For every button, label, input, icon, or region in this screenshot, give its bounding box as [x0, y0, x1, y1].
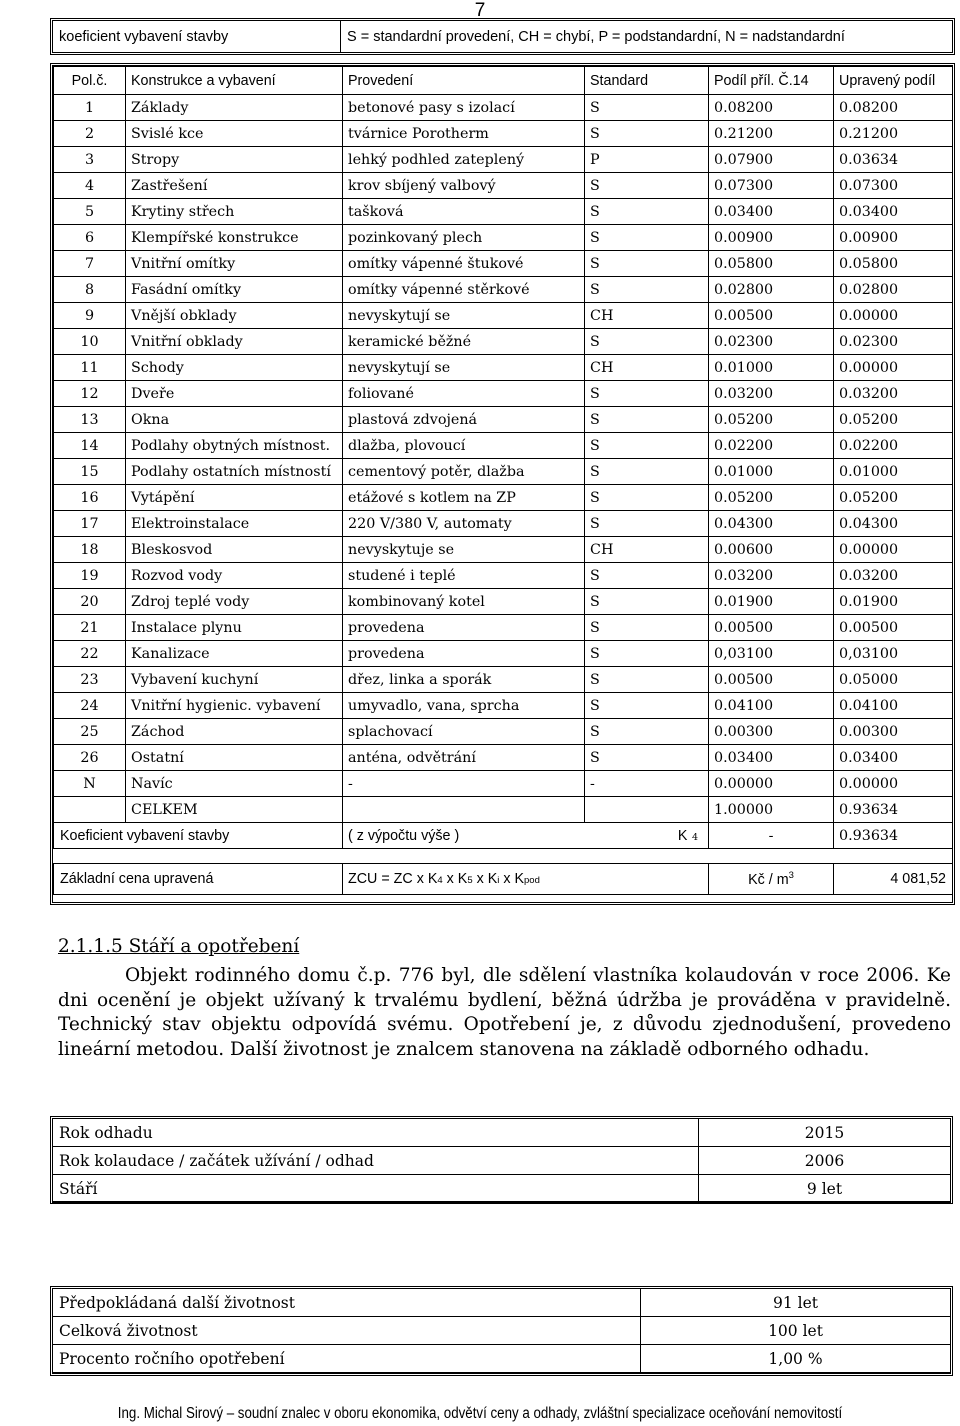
table-cell: 0.05000 [834, 667, 953, 693]
table-cell: Vybavení kuchyní [126, 667, 343, 693]
table-cell: Instalace plynu [126, 615, 343, 641]
unit-sup: 3 [788, 870, 794, 882]
table-row [54, 407, 953, 433]
table-cell: 0.05200 [834, 407, 953, 433]
life-table [52, 1288, 951, 1373]
table-cell: keramické běžné [343, 329, 585, 355]
table-cell: betonové pasy s izolací [343, 95, 585, 121]
table-cell: 4 [54, 173, 126, 199]
table-cell: 0.08200 [834, 95, 953, 121]
equipment-table [53, 66, 953, 895]
table-row [54, 485, 953, 511]
table-cell: 1 [54, 95, 126, 121]
table-cell: Krytiny střech [126, 199, 343, 225]
life-label: Celková životnost [53, 1317, 641, 1345]
table-cell: Vnitřní omítky [126, 251, 343, 277]
life-value: 100 let [641, 1317, 951, 1345]
formula-part: ZCU = ZC x K [348, 871, 438, 887]
base-price-unit [709, 864, 834, 895]
table-cell: plastová zdvojená [343, 407, 585, 433]
table-cell: Základy [126, 95, 343, 121]
table-cell: pozinkovaný plech [343, 225, 585, 251]
table-cell: Okna [126, 407, 343, 433]
formula-part: x K [472, 871, 498, 887]
table-cell: S [585, 95, 709, 121]
table-cell: 0.03400 [834, 745, 953, 771]
table-cell: 0.00000 [834, 303, 953, 329]
table-cell: S [585, 589, 709, 615]
table-cell: foliované [343, 381, 585, 407]
table-cell: 22 [54, 641, 126, 667]
age-label: Rok kolaudace / začátek užívání / odhad [53, 1147, 699, 1175]
table-cell: splachovací [343, 719, 585, 745]
table-row [54, 641, 953, 667]
table-cell: 7 [54, 251, 126, 277]
table-cell: umyvadlo, vana, sprcha [343, 693, 585, 719]
table-cell: provedena [343, 641, 585, 667]
formula-sub: pod [524, 875, 540, 886]
table-cell: 0.05200 [709, 407, 834, 433]
table-cell: Záchod [126, 719, 343, 745]
table-row [54, 459, 953, 485]
coefficient-k [585, 823, 709, 849]
table-cell: 0,03100 [709, 641, 834, 667]
base-price-row [54, 864, 953, 895]
table-cell: Svislé kce [126, 121, 343, 147]
table-row [54, 381, 953, 407]
table-cell: Elektroinstalace [126, 511, 343, 537]
table-cell: Vytápění [126, 485, 343, 511]
table-cell: 0.02200 [709, 433, 834, 459]
table-row [54, 225, 953, 251]
table-cell: dlažba, plovoucí [343, 433, 585, 459]
table-cell: CH [585, 537, 709, 563]
table-cell: 0.05800 [834, 251, 953, 277]
table-cell: S [585, 329, 709, 355]
table-cell: Vnitřní hygienic. vybavení [126, 693, 343, 719]
table-cell: 0.03200 [834, 563, 953, 589]
table-cell: 14 [54, 433, 126, 459]
table-cell: S [585, 173, 709, 199]
table-cell: 0.21200 [709, 121, 834, 147]
table-cell: Navíc [126, 771, 343, 797]
table-cell: 16 [54, 485, 126, 511]
table-row [54, 589, 953, 615]
table-cell: 0.03634 [834, 147, 953, 173]
table-cell: S [585, 563, 709, 589]
table-cell: tašková [343, 199, 585, 225]
spacer-row [54, 849, 953, 864]
table-cell: 0.07900 [709, 147, 834, 173]
table-cell: 15 [54, 459, 126, 485]
table-cell: kombinovaný kotel [343, 589, 585, 615]
table-cell: 0.05200 [834, 485, 953, 511]
table-row [54, 199, 953, 225]
table-cell: S [585, 485, 709, 511]
table-cell: P [585, 147, 709, 173]
table-cell: 220 V/380 V, automaty [343, 511, 585, 537]
table-cell: 0.00000 [834, 355, 953, 381]
table-row [53, 1119, 951, 1147]
table-cell: 0.00000 [834, 537, 953, 563]
table-cell: studené i teplé [343, 563, 585, 589]
table-cell: 0.02300 [709, 329, 834, 355]
table-row [54, 745, 953, 771]
table-cell: 0.00300 [709, 719, 834, 745]
table-cell: omítky vápenné stěrkové [343, 277, 585, 303]
table-row [54, 563, 953, 589]
unit-text: Kč / m [748, 871, 789, 888]
equipment-table-frame [50, 63, 955, 905]
table-cell: Podlahy obytných místnost. [126, 433, 343, 459]
total-upraveny: 0.93634 [834, 797, 953, 823]
table-cell: Stropy [126, 147, 343, 173]
table-cell: S [585, 381, 709, 407]
table-cell: Zdroj teplé vody [126, 589, 343, 615]
table-cell: Zastřešení [126, 173, 343, 199]
table-cell: 12 [54, 381, 126, 407]
table-cell: 13 [54, 407, 126, 433]
table-row [54, 433, 953, 459]
life-label: Předpokládaná další životnost [53, 1289, 641, 1317]
table-cell: S [585, 459, 709, 485]
table-cell: 24 [54, 693, 126, 719]
total-label: CELKEM [126, 797, 343, 823]
age-label: Stáří [53, 1175, 699, 1203]
legend-box [50, 18, 955, 55]
table-row [54, 329, 953, 355]
table-cell: S [585, 615, 709, 641]
table-cell: S [585, 251, 709, 277]
table-cell: 18 [54, 537, 126, 563]
coefficient-dash: - [709, 823, 834, 849]
coefficient-label: Koeficient vybavení stavby [54, 823, 343, 849]
table-cell: 0.07300 [709, 173, 834, 199]
coefficient-k-sub: 4 [691, 831, 698, 843]
table-row [54, 537, 953, 563]
spacer-cell [54, 849, 953, 864]
table-cell: 17 [54, 511, 126, 537]
table-cell: S [585, 225, 709, 251]
table-cell: 0.05800 [709, 251, 834, 277]
table-row [54, 303, 953, 329]
table-row [54, 719, 953, 745]
table-cell: CH [585, 303, 709, 329]
table-cell: S [585, 121, 709, 147]
table-cell: Schody [126, 355, 343, 381]
table-cell: 0.02800 [709, 277, 834, 303]
table-cell: S [585, 433, 709, 459]
age-table [52, 1118, 951, 1203]
table-cell: 0.01900 [834, 589, 953, 615]
table-cell: 6 [54, 225, 126, 251]
header-cell: Provedení [343, 67, 585, 95]
table-cell: 0.00900 [709, 225, 834, 251]
table-cell: 20 [54, 589, 126, 615]
table-row [53, 1317, 951, 1345]
table-cell: Bleskosvod [126, 537, 343, 563]
header-cell: Konstrukce a vybavení [126, 67, 343, 95]
table-cell: 0.01000 [709, 459, 834, 485]
table-row [54, 173, 953, 199]
table-row [54, 511, 953, 537]
table-cell: S [585, 719, 709, 745]
base-price-label: Základní cena upravená [54, 864, 343, 895]
coefficient-row [54, 823, 953, 849]
table-cell: 0.03400 [709, 745, 834, 771]
table-row [53, 1175, 951, 1203]
table-cell: dřez, linka a sporák [343, 667, 585, 693]
table-cell: 0.03200 [709, 563, 834, 589]
table-cell: 0.00000 [834, 771, 953, 797]
table-cell: 0.00500 [709, 667, 834, 693]
table-cell: 0,03100 [834, 641, 953, 667]
table-cell: Kanalizace [126, 641, 343, 667]
formula-sub: 5 [467, 875, 473, 886]
table-row [53, 1345, 951, 1373]
table-cell: etážové s kotlem na ZP [343, 485, 585, 511]
table-cell: 10 [54, 329, 126, 355]
formula-sub: 4 [437, 875, 443, 886]
empty-cell [343, 797, 585, 823]
table-cell: S [585, 511, 709, 537]
table-cell: 0.00300 [834, 719, 953, 745]
table-cell: 0.00500 [834, 615, 953, 641]
table-cell: Podlahy ostatních místností [126, 459, 343, 485]
table-row [54, 667, 953, 693]
table-cell: 0.00000 [709, 771, 834, 797]
table-cell: provedena [343, 615, 585, 641]
table-row [54, 615, 953, 641]
table-cell: 19 [54, 563, 126, 589]
table-cell: krov sbíjený valbový [343, 173, 585, 199]
table-cell: S [585, 667, 709, 693]
table-cell: - [343, 771, 585, 797]
table-cell: 9 [54, 303, 126, 329]
table-cell: Fasádní omítky [126, 277, 343, 303]
table-cell: S [585, 407, 709, 433]
section-title: 2.1.1.5 Stáří a opotřebení [58, 936, 300, 957]
table-row [53, 1289, 951, 1317]
table-cell: nevyskytuje se [343, 537, 585, 563]
life-value: 1,00 % [641, 1345, 951, 1373]
table-row [54, 95, 953, 121]
table-cell: nevyskytují se [343, 303, 585, 329]
table-cell: S [585, 277, 709, 303]
table-row [54, 121, 953, 147]
table-cell: 5 [54, 199, 126, 225]
table-row [53, 1147, 951, 1175]
empty-cell [585, 797, 709, 823]
legend-label: koeficient vybavení stavby [59, 28, 229, 45]
total-row [54, 797, 953, 823]
table-cell: S [585, 693, 709, 719]
table-cell: Klempířské konstrukce [126, 225, 343, 251]
formula-part: x K [442, 871, 468, 887]
age-value: 2006 [699, 1147, 951, 1175]
table-cell: S [585, 745, 709, 771]
table-cell: 0.02200 [834, 433, 953, 459]
table-row [54, 147, 953, 173]
table-row [54, 693, 953, 719]
table-cell: 0.01900 [709, 589, 834, 615]
section-paragraph: Objekt rodinného domu č.p. 776 byl, dle sdělení vlastníka kolaudován v roce 2006. Ke dni ocenění je objekt užívaný k trvalému bydlení, běžná údržba je prováděna v pravidelně. Technický stav objektu odpovídá svému. Opotřebení je, z důvodu zjednodušení, provedeno lineární metodou. Další životnost je znalcem stanovena na základě odborného odhadu. [58, 965, 951, 1060]
page-footer: Ing. Michal Sirový – soudní znalec v oboru ekonomika, odvětví ceny a odhady, zvláštní specializace oceňování nemovitostí [117, 1405, 843, 1422]
life-value: 91 let [641, 1289, 951, 1317]
table-cell: 0.03400 [834, 199, 953, 225]
table-cell: 0.00500 [709, 303, 834, 329]
age-value: 9 let [699, 1175, 951, 1203]
table-cell: 21 [54, 615, 126, 641]
table-cell: 0.03400 [709, 199, 834, 225]
total-podil: 1.00000 [709, 797, 834, 823]
coefficient-calc: ( z výpočtu výše ) [343, 823, 585, 849]
header-cell: Pol.č. [54, 67, 126, 95]
coefficient-value: 0.93634 [834, 823, 953, 849]
table-cell: N [54, 771, 126, 797]
table-cell: S [585, 199, 709, 225]
table-cell: - [585, 771, 709, 797]
page-number: 7 [474, 0, 486, 21]
header-cell: Standard [585, 67, 709, 95]
table-header-row [54, 67, 953, 95]
table-cell: 0.00600 [709, 537, 834, 563]
table-cell: 26 [54, 745, 126, 771]
empty-cell [54, 797, 126, 823]
table-row [54, 277, 953, 303]
table-cell: Ostatní [126, 745, 343, 771]
table-cell: 0.02800 [834, 277, 953, 303]
table-cell: CH [585, 355, 709, 381]
table-cell: 0.21200 [834, 121, 953, 147]
table-cell: tvárnice Porotherm [343, 121, 585, 147]
table-cell: lehký podhled zateplený [343, 147, 585, 173]
table-cell: Rozvod vody [126, 563, 343, 589]
table-cell: 0.04300 [709, 511, 834, 537]
table-cell: anténa, odvětrání [343, 745, 585, 771]
table-cell: 0.01000 [834, 459, 953, 485]
table-row [54, 355, 953, 381]
coefficient-k-letter: K [677, 827, 688, 844]
table-cell: 0.04100 [834, 693, 953, 719]
table-cell: Vnitřní obklady [126, 329, 343, 355]
table-cell: omítky vápenné štukové [343, 251, 585, 277]
table-cell: 0.07300 [834, 173, 953, 199]
base-price-value: 4 081,52 [834, 864, 953, 895]
life-label: Procento ročního opotřebení [53, 1345, 641, 1373]
table-cell: Vnější obklady [126, 303, 343, 329]
table-cell: 23 [54, 667, 126, 693]
base-price-formula [343, 864, 709, 895]
header-cell: Upravený podíl [834, 67, 953, 95]
formula-part: x K [499, 871, 525, 887]
table-row [54, 251, 953, 277]
table-cell: 0.04300 [834, 511, 953, 537]
table-cell: 0.08200 [709, 95, 834, 121]
table-cell: 8 [54, 277, 126, 303]
age-value: 2015 [699, 1119, 951, 1147]
table-cell: nevyskytují se [343, 355, 585, 381]
table-cell: 0.00500 [709, 615, 834, 641]
table-cell: 2 [54, 121, 126, 147]
table-cell: 3 [54, 147, 126, 173]
age-label: Rok odhadu [53, 1119, 699, 1147]
table-cell: 0.02300 [834, 329, 953, 355]
table-cell: 0.01000 [709, 355, 834, 381]
table-cell: Dveře [126, 381, 343, 407]
table-cell: 11 [54, 355, 126, 381]
table-cell: 0.03200 [834, 381, 953, 407]
formula-sub: i [497, 875, 500, 886]
header-cell: Podíl příl. Č.14 [709, 67, 834, 95]
legend-divider [340, 21, 341, 52]
legend-text: S = standardní provedení, CH = chybí, P = podstandardní, N = nadstandardní [347, 28, 845, 45]
table-cell: 0.00900 [834, 225, 953, 251]
table-cell: S [585, 641, 709, 667]
table-cell: 25 [54, 719, 126, 745]
table-cell: 0.05200 [709, 485, 834, 511]
table-cell: 0.03200 [709, 381, 834, 407]
table-row [54, 771, 953, 797]
table-cell: 0.04100 [709, 693, 834, 719]
table-cell: cementový potěr, dlažba [343, 459, 585, 485]
